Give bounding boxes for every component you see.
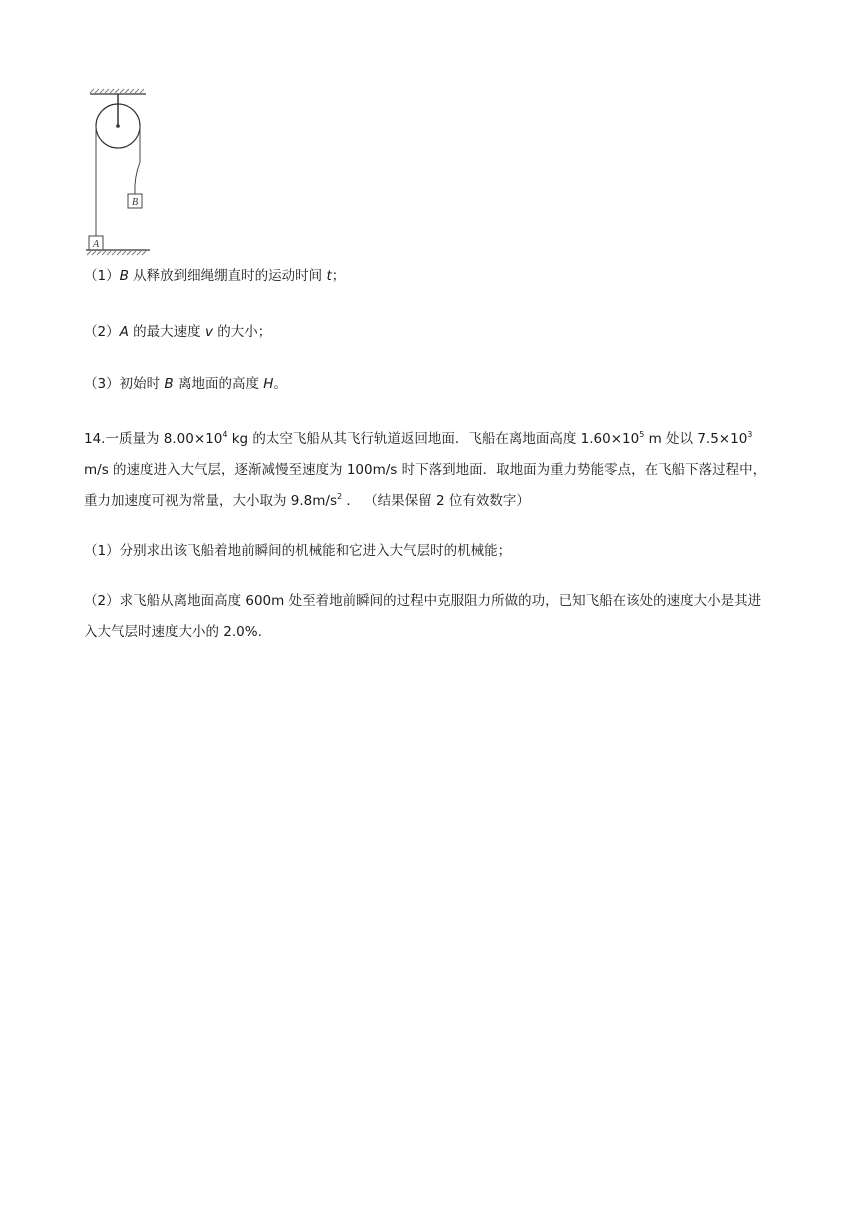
q13-part-1-suffix: ； [331,268,346,284]
q14-part-2: （2）求飞船从离地面高度 600m 处至着地前瞬间的过程中克服阻力所做的功，已知飞船在该处的速度大小是其进入大气层时速度大小的 2.0%. [84,593,762,640]
pulley-diagram-svg [84,86,154,262]
q13-part-1-prefix: （1） [84,268,120,284]
q13-part-1-var-t: t [326,268,332,284]
q13-part-3 [84,374,287,394]
q14-stem [84,424,774,517]
q14-exp-1: 4 [222,430,228,439]
q14-stem-text-4: m/s 的速度进入大气层，逐渐减慢至速度为 100m/s 时下落到地面．取地面为重力势能零点，在飞船下落过程中，重力加速度可视为常量，大小取为 9.8m/s [84,462,767,509]
q13-part-2-var-a: A [119,324,129,340]
q14-stem-text-3: m 处以 7.5×10 [644,431,748,447]
q13-part-3-text: 离地面的高度 [173,376,264,392]
rope-right-slack [135,162,140,194]
q13-part-2 [84,322,271,342]
q13-part-1 [84,266,345,286]
q14-exp-3: 3 [747,430,753,439]
q13-part-3-prefix: （3）初始时 [84,376,165,392]
q14-stem-text-5: ． （结果保留 2 位有效数字） [342,493,530,509]
q14-part-1: （1）分别求出该飞船着地前瞬间的机械能和它进入大气层时的机械能； [84,543,512,559]
q14-stem-text-1: 14.一质量为 8.00×10 [84,431,223,447]
q13-part-3-var-h: H [263,376,274,392]
q13-part-2-suffix: 的大小； [212,324,272,340]
q14-stem-text-2: kg 的太空飞船从其飞行轨道返回地面．飞船在离地面高度 1.60×10 [227,431,640,447]
pulley-axle [116,124,120,128]
ground-hatch [87,251,146,255]
pulley-diagram [84,86,154,262]
q14-exp-2: 5 [639,430,645,439]
ceiling-hatch [90,89,144,93]
block-a-label: A [92,239,100,250]
block-b-label: B [131,197,139,208]
q13-part-2-prefix: （2） [84,324,120,340]
q13-part-2-var-v: v [204,324,213,340]
q13-part-1-var-b: B [119,268,129,284]
q13-part-2-text: 的最大速度 [128,324,205,340]
q13-part-3-suffix: 。 [273,376,287,392]
q13-part-3-var-b: B [164,376,174,392]
q14-exp-4: 2 [337,492,343,501]
q13-part-1-text: 从释放到细绳绷直时的运动时间 [128,268,327,284]
